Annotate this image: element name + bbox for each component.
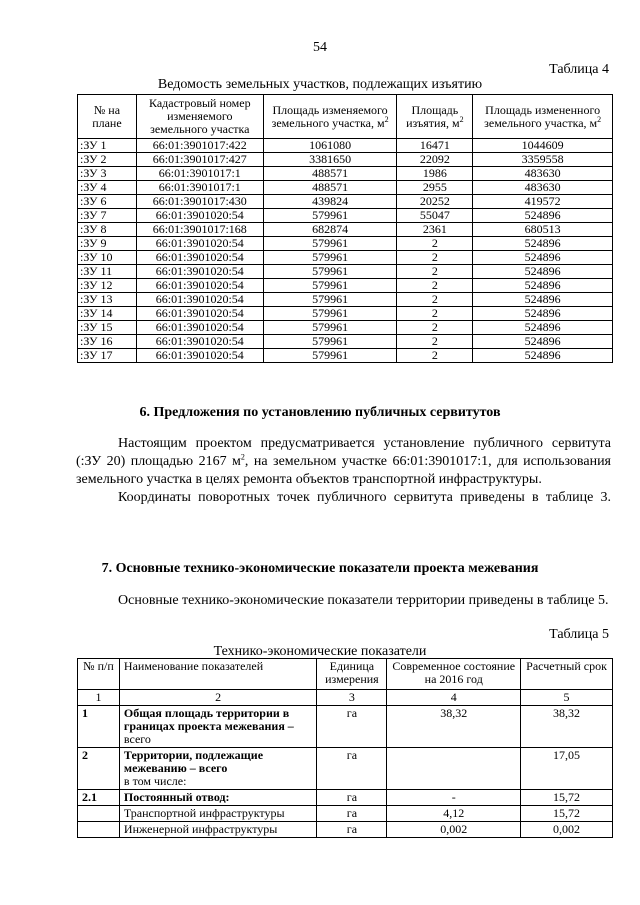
t4-cell: 66:01:3901020:54 xyxy=(136,349,263,363)
t4-cell: 20252 xyxy=(397,195,473,209)
t4-header: Площадь изменяемого земельного участка, $м^2$ xyxy=(263,95,397,139)
table-row xyxy=(78,279,613,293)
table-row xyxy=(78,139,613,153)
t4-cell: 682874 xyxy=(263,223,397,237)
t4-cell: 66:01:3901020:54 xyxy=(136,321,263,335)
table-row xyxy=(78,335,613,349)
table5 xyxy=(77,658,613,838)
t4-cell: 2955 xyxy=(397,181,473,195)
t4-cell: 2 xyxy=(397,265,473,279)
table-row xyxy=(78,181,613,195)
table-row xyxy=(78,265,613,279)
t4-cell: 579961 xyxy=(263,335,397,349)
t4-cell: :ЗУ 6 xyxy=(78,195,137,209)
t4-cell: 524896 xyxy=(473,335,613,349)
t4-cell: 524896 xyxy=(473,265,613,279)
t5-cell-unit: га xyxy=(317,822,387,838)
section6-paragraph2: Координаты поворотных точек публичного сервитута приведены в таблице 3. xyxy=(118,490,611,505)
table-row xyxy=(78,153,613,167)
t5-name-bold: Территории, подлежащие межеванию – всего xyxy=(123,748,264,775)
t4-cell: 680513 xyxy=(473,223,613,237)
t4-cell: 483630 xyxy=(473,181,613,195)
table-row xyxy=(78,321,613,335)
t4-cell: 579961 xyxy=(263,265,397,279)
t5-name-normal: Транспортной инфраструктуры xyxy=(123,806,285,820)
table5-label: Таблица 5 xyxy=(549,627,609,642)
t5-cell-unit: га xyxy=(317,706,387,748)
t5-cell-name xyxy=(119,790,317,806)
t4-cell: 2 xyxy=(397,251,473,265)
t5-header: Современное состояние на 2016 год xyxy=(387,659,521,690)
t5-cell-unit: га xyxy=(317,748,387,790)
t5-cell-current: - xyxy=(387,790,521,806)
t4-cell: :ЗУ 3 xyxy=(78,167,137,181)
t5-cell-num: 2.1 xyxy=(78,790,120,806)
t4-cell: 66:01:3901017:1 xyxy=(136,181,263,195)
t4-cell: 2 xyxy=(397,293,473,307)
t4-cell: 66:01:3901017:168 xyxy=(136,223,263,237)
t4-cell: 66:01:3901020:54 xyxy=(136,209,263,223)
t4-cell: 2 xyxy=(397,349,473,363)
t4-cell: 524896 xyxy=(473,293,613,307)
table-row xyxy=(78,251,613,265)
t4-cell: 66:01:3901017:1 xyxy=(136,167,263,181)
section6-paragraph1: Настоящим проектом предусматривается установление публичного сервитута (:ЗУ 20) площадью 2167 $м^2$, на земельном участке 66:01:3901017:1, для использования земельного участка в целях ремонта объектов транспортной инфраструктуры. xyxy=(76,436,611,487)
t5-cell-current xyxy=(387,748,521,790)
t5-cell-name xyxy=(119,706,317,748)
t4-cell: 579961 xyxy=(263,237,397,251)
t5-cell-name xyxy=(119,806,317,822)
t4-cell: :ЗУ 11 xyxy=(78,265,137,279)
t5-cell-current: 0,002 xyxy=(387,822,521,838)
t4-cell: :ЗУ 12 xyxy=(78,279,137,293)
t4-cell: 66:01:3901020:54 xyxy=(136,293,263,307)
t5-header: Единица измерения xyxy=(317,659,387,690)
t4-cell: 488571 xyxy=(263,181,397,195)
t5-cell-planned: 15,72 xyxy=(521,790,613,806)
t5-name-normal: всего xyxy=(123,732,151,746)
t4-cell: 66:01:3901020:54 xyxy=(136,251,263,265)
t5-header: Наименование показателей xyxy=(119,659,317,690)
table-row xyxy=(78,195,613,209)
t5-colnum: 3 xyxy=(317,690,387,706)
t4-cell: 2 xyxy=(397,321,473,335)
t4-cell: 579961 xyxy=(263,209,397,223)
t4-cell: 579961 xyxy=(263,349,397,363)
section7-text xyxy=(76,592,611,610)
t4-cell: 16471 xyxy=(397,139,473,153)
page-number: 54 xyxy=(313,40,327,55)
t4-cell: :ЗУ 2 xyxy=(78,153,137,167)
t4-cell: 524896 xyxy=(473,251,613,265)
t4-cell: 66:01:3901020:54 xyxy=(136,237,263,251)
t4-cell: 524896 xyxy=(473,279,613,293)
t5-header: № п/п xyxy=(78,659,120,690)
t4-cell: 524896 xyxy=(473,237,613,251)
t4-cell: 2 xyxy=(397,307,473,321)
t5-cell-unit: га xyxy=(317,806,387,822)
section6-text xyxy=(76,435,611,507)
section7-heading: 7. Основные технико-экономические показатели проекта межевания xyxy=(101,561,539,576)
t4-cell: 2 xyxy=(397,279,473,293)
t4-cell: :ЗУ 7 xyxy=(78,209,137,223)
t4-cell: :ЗУ 4 xyxy=(78,181,137,195)
table-row xyxy=(78,237,613,251)
t4-cell: 55047 xyxy=(397,209,473,223)
t5-cell-planned: 38,32 xyxy=(521,706,613,748)
t4-cell: :ЗУ 14 xyxy=(78,307,137,321)
table4 xyxy=(77,94,613,363)
table-row xyxy=(78,167,613,181)
t4-cell: 524896 xyxy=(473,349,613,363)
t4-cell: :ЗУ 1 xyxy=(78,139,137,153)
t4-cell: 488571 xyxy=(263,167,397,181)
table-row xyxy=(78,806,613,822)
t4-cell: 579961 xyxy=(263,307,397,321)
t5-colnum: 1 xyxy=(78,690,120,706)
section7-paragraph1: Основные технико-экономические показатели территории приведены в таблице 5. xyxy=(118,593,609,608)
t4-cell: 483630 xyxy=(473,167,613,181)
t5-colnum: 4 xyxy=(387,690,521,706)
table5-caption: Технико-экономические показатели xyxy=(213,644,427,659)
section6-heading: 6. Предложения по установлению публичных сервитутов xyxy=(139,405,501,420)
t4-header: Кадастровый номер изменяемого земельного участка xyxy=(136,95,263,139)
t4-cell: :ЗУ 17 xyxy=(78,349,137,363)
t4-cell: 66:01:3901020:54 xyxy=(136,279,263,293)
t4-header: Площадь измененного земельного участка, $м^2$ xyxy=(473,95,613,139)
t5-cell-current: 38,32 xyxy=(387,706,521,748)
t5-colnum: 2 xyxy=(119,690,317,706)
t4-cell: 3381650 xyxy=(263,153,397,167)
t5-cell-num xyxy=(78,806,120,822)
t4-cell: 3359558 xyxy=(473,153,613,167)
t4-cell: 439824 xyxy=(263,195,397,209)
t4-cell: :ЗУ 15 xyxy=(78,321,137,335)
t5-cell-name xyxy=(119,748,317,790)
t4-cell: 66:01:3901020:54 xyxy=(136,265,263,279)
t4-cell: 66:01:3901017:430 xyxy=(136,195,263,209)
t5-cell-planned: 17,05 xyxy=(521,748,613,790)
t4-cell: :ЗУ 10 xyxy=(78,251,137,265)
t4-header: Площадь изъятия, $м^2$ xyxy=(397,95,473,139)
t4-header: № на плане xyxy=(78,95,137,139)
t5-cell-name xyxy=(119,822,317,838)
t4-cell: 66:01:3901017:422 xyxy=(136,139,263,153)
table4-caption: Ведомость земельных участков, подлежащих изъятию xyxy=(157,77,483,92)
t5-header: Расчетный срок xyxy=(521,659,613,690)
table-row xyxy=(78,349,613,363)
t4-cell: :ЗУ 16 xyxy=(78,335,137,349)
table4-label: Таблица 4 xyxy=(549,62,609,77)
table-row xyxy=(78,293,613,307)
t5-cell-num xyxy=(78,822,120,838)
t4-cell: 579961 xyxy=(263,293,397,307)
t5-cell-unit: га xyxy=(317,790,387,806)
t4-cell: 1061080 xyxy=(263,139,397,153)
t4-cell: 524896 xyxy=(473,209,613,223)
t5-cell-current: 4,12 xyxy=(387,806,521,822)
t5-cell-num: 2 xyxy=(78,748,120,790)
table4-body xyxy=(78,139,613,363)
t4-cell: 1986 xyxy=(397,167,473,181)
t5-colnum: 5 xyxy=(521,690,613,706)
table-row xyxy=(78,209,613,223)
t4-cell: :ЗУ 13 xyxy=(78,293,137,307)
t5-cell-planned: 0,002 xyxy=(521,822,613,838)
t5-name-bold: Общая площадь территории в границах проекта межевания – xyxy=(123,706,294,733)
t5-cell-planned: 15,72 xyxy=(521,806,613,822)
table-row xyxy=(78,307,613,321)
t5-cell-num: 1 xyxy=(78,706,120,748)
t4-cell: 419572 xyxy=(473,195,613,209)
t4-cell: 579961 xyxy=(263,321,397,335)
table-row xyxy=(78,790,613,806)
t4-cell: 66:01:3901017:427 xyxy=(136,153,263,167)
t4-cell: 524896 xyxy=(473,307,613,321)
table-row xyxy=(78,706,613,748)
t4-cell: 579961 xyxy=(263,251,397,265)
t4-cell: 22092 xyxy=(397,153,473,167)
t4-cell: 579961 xyxy=(263,279,397,293)
t4-cell: 524896 xyxy=(473,321,613,335)
t4-cell: 66:01:3901020:54 xyxy=(136,307,263,321)
t5-name-normal: в том числе: xyxy=(123,774,187,788)
table-row xyxy=(78,748,613,790)
t4-cell: 2 xyxy=(397,335,473,349)
table5-body xyxy=(78,706,613,838)
table-row xyxy=(78,223,613,237)
t4-cell: :ЗУ 8 xyxy=(78,223,137,237)
t5-name-bold: Постоянный отвод: xyxy=(123,790,230,804)
t4-cell: 66:01:3901020:54 xyxy=(136,335,263,349)
t4-cell: 1044609 xyxy=(473,139,613,153)
t4-cell: 2 xyxy=(397,237,473,251)
table-row xyxy=(78,822,613,838)
t5-name-normal: Инженерной инфраструктуры xyxy=(123,822,278,836)
t4-cell: 2361 xyxy=(397,223,473,237)
t4-cell: :ЗУ 9 xyxy=(78,237,137,251)
